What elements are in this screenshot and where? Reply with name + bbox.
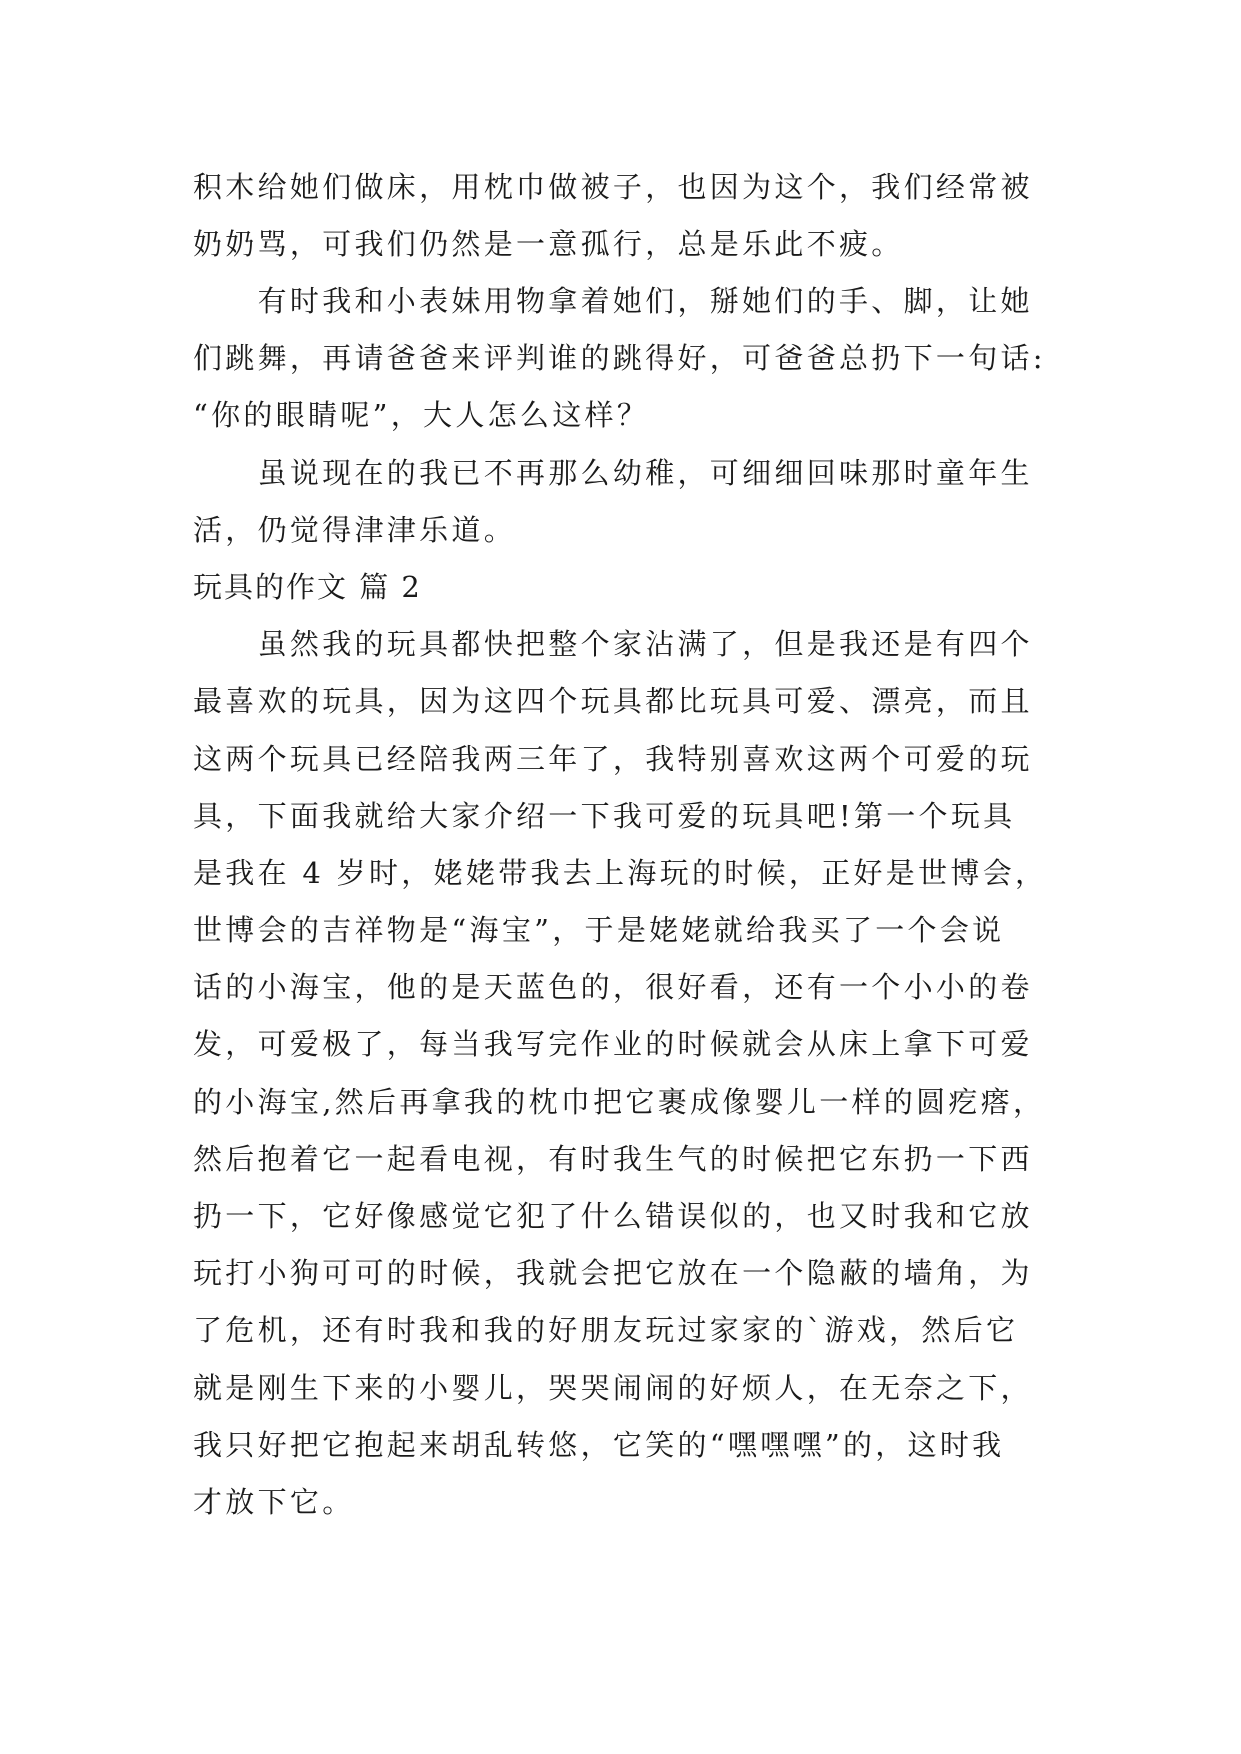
text-line: 了危机，还有时我和我的好朋友玩过家家的`游戏，然后它 xyxy=(193,1313,1019,1347)
text-line: 就是刚生下来的小婴儿，哭哭闹闹的好烦人，在无奈之下， xyxy=(193,1371,1033,1405)
text-line: 才放下它。 xyxy=(193,1485,355,1519)
section-heading: 玩具的作文 篇 2 xyxy=(193,570,422,604)
text-line: 的小海宝,然后再拿我的枕巾把它裹成像婴儿一样的圆疙瘩， xyxy=(193,1085,1046,1119)
text-line: 有时我和小表妹用物拿着她们，掰她们的手、脚，让她 xyxy=(193,284,1033,318)
text-line: 发，可爱极了，每当我写完作业的时候就会从床上拿下可爱 xyxy=(193,1027,1033,1061)
text-line: 我只好把它抱起来胡乱转悠，它笑的“嘿嘿嘿”的，这时我 xyxy=(193,1428,1005,1462)
text-line: 具，下面我就给大家介绍一下我可爱的玩具吧!第一个玩具 xyxy=(193,799,1016,833)
text-line: 话的小海宝，他的是天蓝色的，很好看，还有一个小小的卷 xyxy=(193,970,1033,1004)
text-line: 世博会的吉祥物是“海宝”，于是姥姥就给我买了一个会说 xyxy=(193,913,1005,947)
text-line: “你的眼睛呢”，大人怎么这样？ xyxy=(193,398,650,432)
text-line: 虽然我的玩具都快把整个家沾满了，但是我还是有四个 xyxy=(193,627,1033,661)
text-line: 是我在 4 岁时，姥姥带我去上海玩的时候，正好是世博会， xyxy=(193,856,1048,890)
text-line: 积木给她们做床，用枕巾做被子，也因为这个，我们经常被 xyxy=(193,170,1033,204)
text-line: 玩打小狗可可的时候，我就会把它放在一个隐蔽的墙角，为 xyxy=(193,1256,1033,1290)
text-line: 们跳舞，再请爸爸来评判谁的跳得好，可爸爸总扔下一句话: xyxy=(193,341,1046,375)
text-line: 虽说现在的我已不再那么幼稚，可细细回味那时童年生 xyxy=(193,456,1033,490)
text-line: 扔一下，它好像感觉它犯了什么错误似的，也又时我和它放 xyxy=(193,1199,1033,1233)
text-line: 活，仍觉得津津乐道。 xyxy=(193,513,517,547)
text-line: 这两个玩具已经陪我两三年了，我特别喜欢这两个可爱的玩 xyxy=(193,742,1033,776)
text-line: 然后抱着它一起看电视，有时我生气的时候把它东扔一下西 xyxy=(193,1142,1033,1176)
text-line: 最喜欢的玩具，因为这四个玩具都比玩具可爱、漂亮，而且 xyxy=(193,684,1033,718)
text-line: 奶奶骂，可我们仍然是一意孤行，总是乐此不疲。 xyxy=(193,227,904,261)
